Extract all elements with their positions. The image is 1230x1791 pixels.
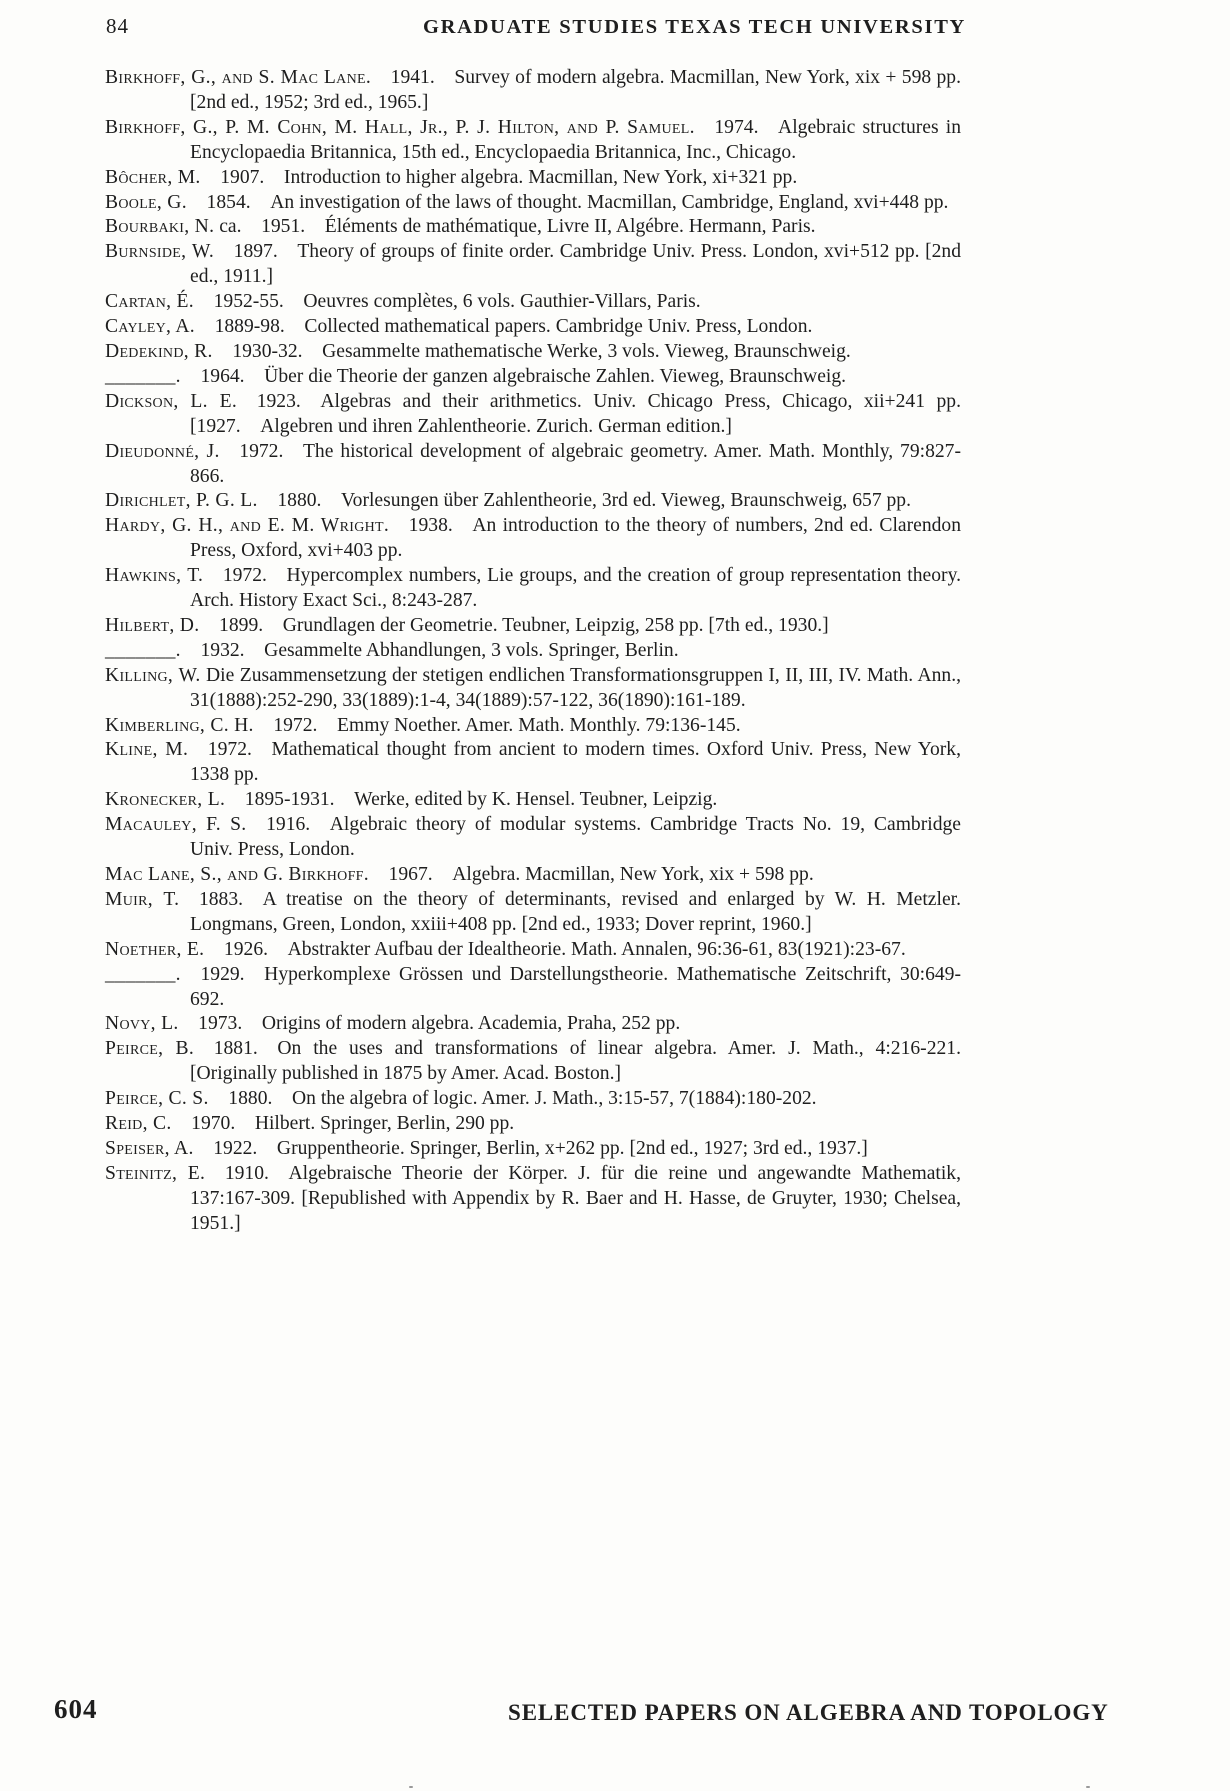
scan-speck — [409, 1786, 413, 1788]
reference-entry — [105, 365, 961, 390]
reference-entry — [105, 564, 961, 614]
reference-entry — [105, 1037, 961, 1087]
reference-author: Bôcher, M. — [105, 166, 201, 188]
reference-author: Steinitz, E. — [105, 1162, 206, 1184]
reference-text: 1880. Vorlesungen über Zahlentheorie, 3rd ed. Vieweg, Braunschweig, 657 pp. — [257, 490, 912, 512]
reference-entry — [105, 1087, 961, 1112]
header-page-number: 84 — [106, 14, 129, 38]
reference-text: 1889-98. Collected mathematical papers. Cambridge Univ. Press, London. — [194, 316, 813, 338]
reference-entry — [105, 788, 961, 813]
reference-text: 1974. Algebraic structures in Encyclopaedia Britannica, 15th ed., Encyclopaedia Britannica, Inc., Chicago. — [190, 116, 961, 163]
reference-entry — [105, 315, 961, 340]
reference-entry — [105, 514, 961, 564]
reference-text: ca. 1951. Éléments de mathématique, Livre II, Algébre. Hermann, Paris. — [214, 216, 816, 238]
reference-author: _______. — [105, 963, 181, 985]
reference-text: 1938. An introduction to the theory of numbers, 2nd ed. Clarendon Press, Oxford, xvi+403 pp. — [190, 515, 962, 562]
reference-author: Cayley, A. — [105, 316, 195, 338]
reference-text: 1932. Gesammelte Abhandlungen, 3 vols. Springer, Berlin. — [180, 639, 679, 661]
reference-text: 1952-55. Oeuvres complètes, 6 vols. Gauthier-Villars, Paris. — [194, 291, 701, 313]
footer-title: SELECTED PAPERS ON ALGEBRA AND TOPOLOGY — [508, 1700, 1109, 1725]
reference-author: _______. — [105, 639, 181, 661]
reference-entry — [105, 938, 961, 963]
reference-entry — [105, 863, 961, 888]
reference-text: 1923. Algebras and their arithmetics. Univ. Chicago Press, Chicago, xii+241 pp. [1927. Algebren und ihren Zahlentheorie. Zurich. German edition.] — [190, 390, 961, 437]
reference-entry — [105, 116, 961, 166]
reference-entry — [105, 664, 961, 714]
reference-entry — [105, 1012, 961, 1037]
references-list — [105, 66, 961, 1237]
reference-author: Birkhoff, G., P. M. Cohn, M. Hall, Jr., P. J. Hilton, and P. Samuel. — [105, 116, 695, 138]
reference-text: 1880. On the algebra of logic. Amer. J. Math., 3:15-57, 7(1884):180-202. — [208, 1088, 817, 1110]
reference-entry — [105, 340, 961, 365]
reference-entry — [105, 963, 961, 1013]
reference-author: Birkhoff, G., and S. Mac Lane. — [105, 67, 372, 88]
reference-entry — [105, 813, 961, 863]
reference-entry — [105, 489, 961, 514]
reference-text: 1972. Hypercomplex numbers, Lie groups, and the creation of group representation theory. Arch. History Exact Sci., 8:243-287. — [190, 565, 961, 612]
reference-entry — [105, 166, 961, 191]
reference-author: Killing, W. — [105, 664, 201, 686]
reference-author: Muir, T. — [105, 888, 180, 910]
reference-text: 1916. Algebraic theory of modular systems. Cambridge Tracts No. 19, Cambridge Univ. Press, London. — [190, 814, 961, 861]
reference-author: Peirce, B. — [105, 1038, 195, 1060]
reference-entry — [105, 1162, 961, 1237]
reference-author: Novy, L. — [105, 1013, 179, 1035]
reference-author: Cartan, É. — [105, 291, 194, 313]
reference-text: 1929. Hyperkomplexe Grössen und Darstellungstheorie. Mathematische Zeitschrift, 30:649-692. — [180, 963, 961, 1010]
reference-author: Kline, M. — [105, 739, 189, 761]
reference-entry — [105, 714, 961, 739]
reference-text: Die Zusammensetzung der stetigen endlichen Transformationsgruppen I, II, III, IV. Math. Ann., 31(1888):252-290, 33(1889):1-4, 34(1889):57-122, 36(1890):161-189. — [190, 664, 961, 711]
reference-entry — [105, 614, 961, 639]
scan-speck — [1086, 1786, 1090, 1788]
reference-text: 1972. Emmy Noether. Amer. Math. Monthly. 79:136-145. — [253, 714, 741, 736]
reference-author: Peirce, C. S. — [105, 1088, 209, 1110]
reference-entry — [105, 888, 961, 938]
reference-text: 1910. Algebraische Theorie der Körper. J. für die reine und angewandte Mathematik, 137:167-309. [Republished with Appendix by R. Baer and H. Hasse, de Gruyter, 1930; Chelsea, 1951.] — [190, 1162, 961, 1234]
reference-text: 1926. Abstrakter Aufbau der Idealtheorie. Math. Annalen, 96:36-61, 83(1921):23-67. — [204, 938, 906, 960]
reference-author: Hardy, G. H., and E. M. Wright. — [105, 515, 390, 537]
reference-entry — [105, 440, 961, 490]
reference-text: 1972. Mathematical thought from ancient to modern times. Oxford Univ. Press, New York, 1338 pp. — [188, 739, 962, 786]
reference-author: Hilbert, D. — [105, 614, 200, 636]
reference-text: 1895-1931. Werke, edited by K. Hensel. Teubner, Leipzig. — [225, 789, 718, 811]
reference-author: Boole, G. — [105, 191, 187, 213]
reference-author: Dieudonné, J. — [105, 440, 220, 462]
reference-author: Kronecker, L. — [105, 789, 226, 811]
reference-entry — [105, 390, 961, 440]
reference-author: Burnside, W. — [105, 241, 215, 263]
reference-text: 1972. The historical development of algebraic geometry. Amer. Math. Monthly, 79:827-866. — [190, 440, 961, 487]
reference-entry — [105, 738, 961, 788]
reference-entry — [105, 290, 961, 315]
reference-text: 1967. Algebra. Macmillan, New York, xix + 598 pp. — [368, 864, 814, 885]
reference-author: Bourbaki, N. — [105, 216, 215, 238]
reference-text: 1930-32. Gesammelte mathematische Werke, 3 vols. Vieweg, Braunschweig. — [212, 340, 851, 362]
reference-text: 1973. Origins of modern algebra. Academia, Praha, 252 pp. — [178, 1013, 681, 1035]
reference-entry — [105, 1137, 961, 1162]
reference-author: Mac Lane, S., and G. Birkhoff. — [105, 864, 369, 885]
header-title: GRADUATE STUDIES TEXAS TECH UNIVERSITY — [423, 16, 967, 38]
reference-entry — [105, 639, 961, 664]
reference-author: Macauley, F. S. — [105, 814, 247, 836]
reference-entry — [105, 1112, 961, 1137]
reference-text: 1922. Gruppentheorie. Springer, Berlin, x+262 pp. [2nd ed., 1927; 3rd ed., 1937.] — [193, 1137, 868, 1159]
reference-entry — [105, 240, 961, 290]
reference-author: Dirichlet, P. G. L. — [105, 490, 258, 512]
reference-text: 1883. A treatise on the theory of determinants, revised and enlarged by W. H. Metzler. Longmans, Green, London, xxiii+408 pp. [2nd ed., 1933; Dover reprint, 1960.] — [179, 888, 961, 935]
reference-author: _______. — [105, 365, 181, 387]
reference-author: Dickson, L. E. — [105, 390, 238, 412]
reference-author: Hawkins, T. — [105, 565, 204, 587]
reference-text: 1964. Über die Theorie der ganzen algebraische Zahlen. Vieweg, Braunschweig. — [180, 365, 847, 387]
reference-text: 1941. Survey of modern algebra. Macmillan, New York, xix + 598 pp. [2nd ed., 1952; 3rd ed., 1965.] — [190, 67, 961, 113]
reference-entry — [105, 191, 961, 216]
footer-page-number: 604 — [54, 1694, 98, 1724]
reference-text: 1970. Hilbert. Springer, Berlin, 290 pp. — [171, 1113, 515, 1135]
reference-author: Kimberling, C. H. — [105, 714, 254, 736]
reference-text: 1881. On the uses and transformations of linear algebra. Amer. J. Math., 4:216-221. [Originally published in 1875 by Amer. Acad. Boston.] — [190, 1038, 961, 1085]
reference-entry — [105, 215, 961, 240]
reference-entry — [105, 66, 961, 116]
reference-text: 1854. An investigation of the laws of thought. Macmillan, Cambridge, England, xvi+448 pp. — [186, 191, 949, 213]
reference-text: 1897. Theory of groups of finite order. Cambridge Univ. Press. London, xvi+512 pp. [2nd ed., 1911.] — [190, 241, 961, 288]
reference-author: Reid, C. — [105, 1113, 172, 1135]
reference-text: 1899. Grundlagen der Geometrie. Teubner, Leipzig, 258 pp. [7th ed., 1930.] — [199, 614, 829, 636]
reference-author: Speiser, A. — [105, 1137, 194, 1159]
reference-text: 1907. Introduction to higher algebra. Macmillan, New York, xi+321 pp. — [200, 166, 798, 188]
reference-author: Dedekind, R. — [105, 340, 213, 362]
reference-author: Noether, E. — [105, 938, 205, 960]
